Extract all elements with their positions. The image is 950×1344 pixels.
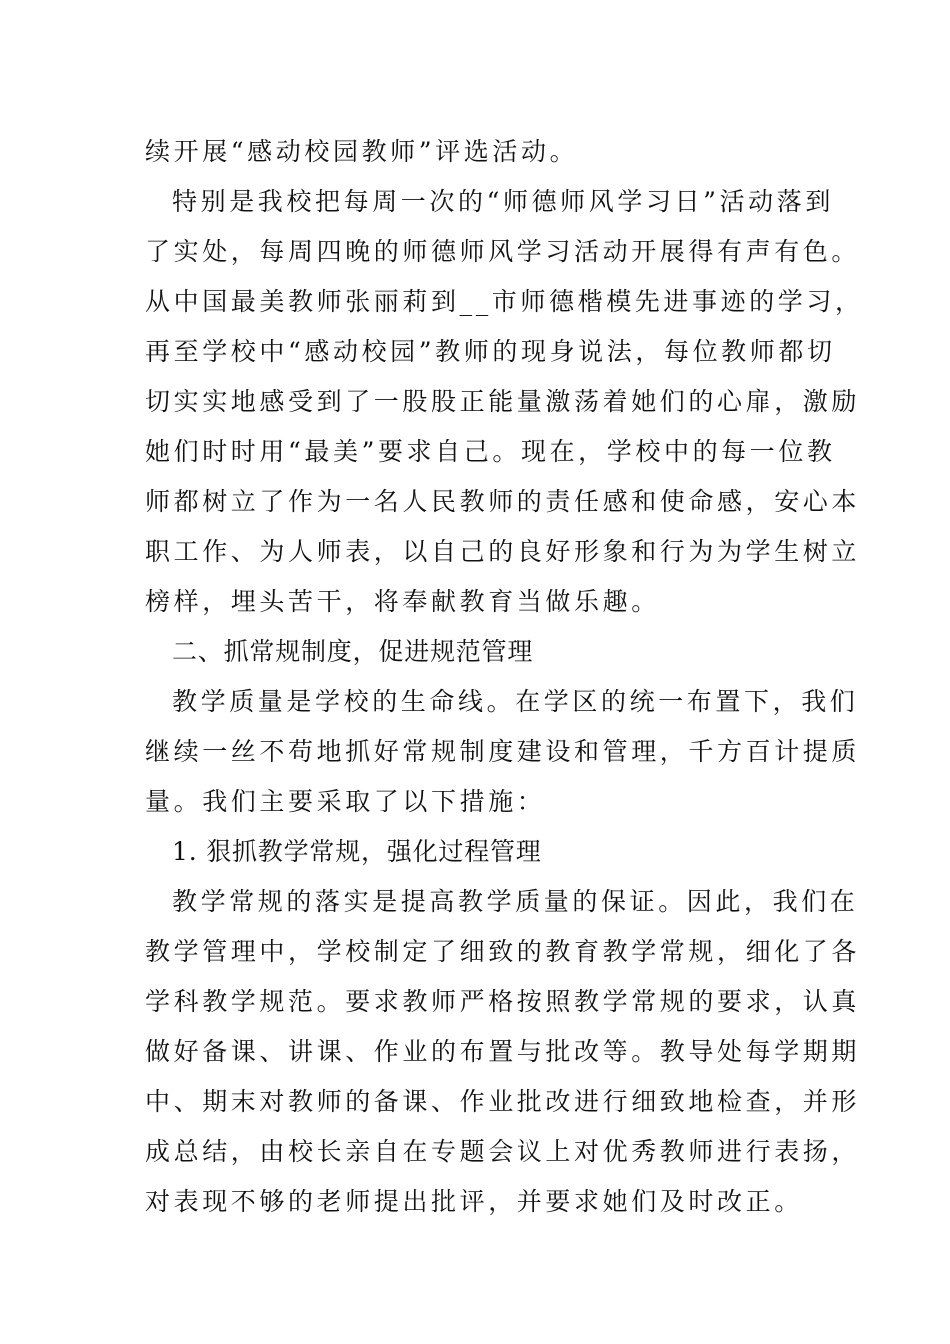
paragraph-line: 教学常规的落实是提高教学质量的保证。因此，我们在 (172, 887, 859, 916)
paragraph-line: 续开展“感动校园教师”评选活动。 (145, 137, 579, 166)
paragraph-line: 了实处，每周四晚的师德师风学习活动开展得有声有色。 (145, 237, 861, 266)
paragraph-line: 职工作、为人师表，以自己的良好形象和行为为学生树立 (145, 537, 861, 566)
paragraph-line: 成总结，由校长亲自在专题会议上对优秀教师进行表扬， (145, 1137, 861, 1166)
paragraph-line: 切实实地感受到了一股股正能量激荡着她们的心扉，激励 (145, 387, 861, 416)
section-heading: 二、抓常规制度，促进规范管理 (172, 637, 534, 666)
paragraph-line: 量。我们主要采取了以下措施： (145, 787, 546, 816)
paragraph-line: 从中国最美教师张丽莉到__市师德楷模先进事迹的学习， (145, 287, 864, 316)
paragraph-line: 她们时时用“最美”要求自己。现在，学校中的每一位教 (145, 437, 836, 466)
paragraph-line: 特别是我校把每周一次的“师德师风学习日”活动落到 (172, 187, 834, 216)
paragraph-line: 对表现不够的老师提出批评，并要求她们及时改正。 (145, 1187, 803, 1216)
paragraph-line: 做好备课、讲课、作业的布置与批改等。教导处每学期期 (145, 1037, 861, 1066)
paragraph-line: 再至学校中“感动校园”教师的现身说法，每位教师都切 (145, 337, 836, 366)
paragraph-line: 学科教学规范。要求教师严格按照教学常规的要求，认真 (145, 987, 861, 1016)
paragraph-line: 教学管理中，学校制定了细致的教育教学常规，细化了各 (145, 937, 861, 966)
paragraph-line: 教学质量是学校的生命线。在学区的统一布置下，我们 (172, 687, 859, 716)
paragraph-line: 榜样，埋头苦干，将奉献教育当做乐趣。 (145, 587, 660, 616)
paragraph-line: 继续一丝不苟地抓好常规制度建设和管理，千方百计提质 (145, 737, 861, 766)
paragraph-line: 中、期末对教师的备课、作业批改进行细致地检查，并形 (145, 1087, 861, 1116)
subsection-heading: 1. 狠抓教学常规，强化过程管理 (172, 837, 542, 866)
paragraph-line: 师都树立了作为一名人民教师的责任感和使命感，安心本 (145, 487, 861, 516)
